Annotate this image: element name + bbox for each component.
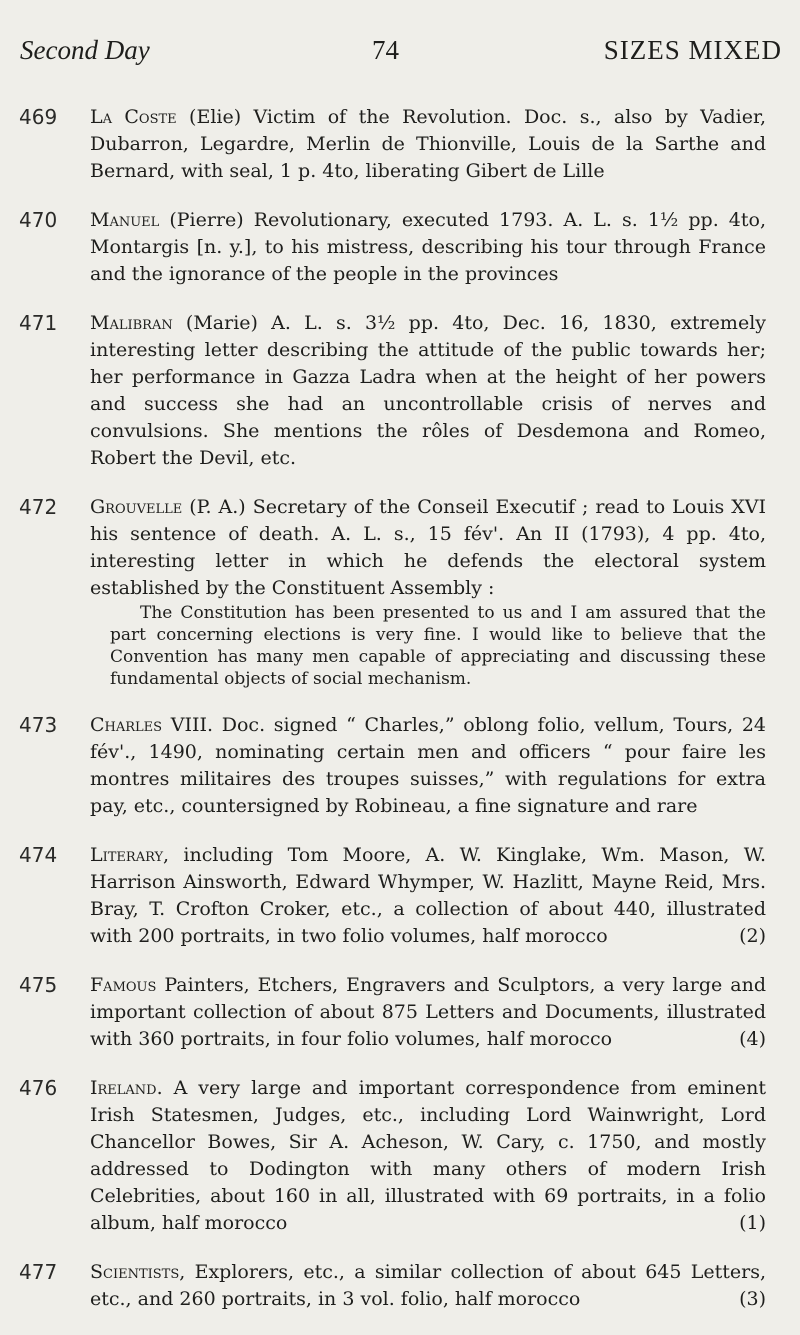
lot-entry	[0, 842, 800, 950]
lot-body: including Tom Moore, A. W. Kinglake, Wm. Mason, W. Harrison Ainsworth, Edward Whymper, W. Hazlitt, Mayne Reid, Mrs. Bray, T. Crofton Croker, etc., a collection of about 440, illustrated with 200 portraits, in two folio volumes, half morocco	[90, 844, 766, 947]
lot-quantity: (4)	[739, 1028, 766, 1050]
lot-description	[90, 1259, 766, 1313]
running-header	[20, 30, 782, 70]
lot-description	[90, 104, 766, 185]
lot-name: Grouvelle	[90, 496, 183, 518]
lot-list	[0, 104, 800, 1335]
lot-name: Manuel	[90, 209, 160, 231]
lot-number: 474	[19, 843, 58, 867]
lot-body: Doc. signed “ Charles,” oblong folio, vellum, Tours, 24 fév'., 1490, nominating certain men and officers “ pour faire les montres militaires des troupes suisses,” with regulations for extra pay, etc., countersigned by Robineau, a fine signature and rare	[90, 714, 766, 817]
lot-description	[90, 842, 766, 950]
lot-entry	[0, 1075, 800, 1237]
lot-name: Charles VIII.	[90, 714, 214, 736]
lot-number: 470	[19, 208, 58, 232]
lot-name: Ireland.	[90, 1077, 163, 1099]
lot-entry	[0, 712, 800, 820]
lot-name: Scientists,	[90, 1261, 186, 1283]
lot-body: (P. A.) Secretary of the Conseil Executif ; read to Louis XVI his sentence of death. A. L. s., 15 fév'. An II (1793), 4 pp. 4to, interesting letter in which he defends the electoral system established by the Constituent Assembly :	[90, 496, 766, 599]
section-title: Second Day	[20, 35, 150, 65]
page-number: 74	[372, 35, 399, 65]
lot-description	[90, 712, 766, 820]
lot-number: 477	[19, 1260, 58, 1284]
lot-entry	[0, 1259, 800, 1313]
lot-name: Literary,	[90, 844, 170, 866]
lot-number: 476	[19, 1076, 58, 1100]
lot-body: A very large and important correspondence from eminent Irish Statesmen, Judges, etc., including Lord Wainwright, Lord Chancellor Bowes, Sir A. Acheson, W. Cary, c. 1750, and mostly addressed to Dodington with many others of modern Irish Celebrities, about 160 in all, illustrated with 69 portraits, in a folio album, half morocco	[90, 1077, 766, 1234]
lot-name: Famous	[90, 974, 157, 996]
lot-name: Malibran	[90, 312, 173, 334]
lot-name: La Coste	[90, 106, 177, 128]
lot-number: 473	[19, 713, 58, 737]
section-subtitle: SIZES MIXED	[603, 35, 782, 65]
lot-entry	[0, 972, 800, 1053]
lot-quantity: (1)	[739, 1212, 766, 1234]
lot-entry	[0, 494, 800, 690]
lot-body: (Elie) Victim of the Revolution. Doc. s., also by Vadier, Dubarron, Legardre, Merlin de Thionville, Louis de la Sarthe and Bernard, with seal, 1 p. 4to, liberating Gibert de Lille	[90, 106, 766, 182]
lot-description	[90, 972, 766, 1053]
lot-number: 471	[19, 311, 58, 335]
lot-quotation: The Constitution has been presented to us and I am assured that the part concerning elections is very fine. I would like to believe that the Convention has many men capable of appreciating and discussing these fundamental objects of social mechanism.	[110, 603, 766, 689]
lot-description	[90, 494, 766, 602]
lot-description	[90, 310, 766, 472]
lot-body: Painters, Etchers, Engravers and Sculptors, a very large and important collection of about 875 Letters and Documents, illustrated with 360 portraits, in four folio volumes, half morocco	[90, 974, 766, 1050]
lot-quantity: (3)	[739, 1288, 766, 1310]
lot-body: (Marie) A. L. s. 3½ pp. 4to, Dec. 16, 1830, extremely interesting letter describing the attitude of the public towards her; her performance in Gazza Ladra when at the height of her powers and success she had an uncontrollable crisis of nerves and convulsions. She mentions the rôles of Desdemona and Romeo, Robert the Devil, etc.	[90, 312, 766, 469]
lot-body: Explorers, etc., a similar collection of about 645 Letters, etc., and 260 portraits, in 3 vol. folio, half morocco	[90, 1261, 766, 1310]
lot-number: 469	[19, 105, 58, 129]
lot-entry	[0, 207, 800, 288]
lot-description	[90, 207, 766, 288]
lot-number: 472	[19, 495, 58, 519]
lot-entry	[0, 104, 800, 185]
lot-entry	[0, 310, 800, 472]
lot-body: (Pierre) Revolutionary, executed 1793. A. L. s. 1½ pp. 4to, Montargis [n. y.], to his mistress, describing his tour through France and the ignorance of the people in the provinces	[90, 209, 766, 285]
lot-number: 475	[19, 973, 58, 997]
lot-quantity: (2)	[739, 925, 766, 947]
lot-description	[90, 1075, 766, 1237]
